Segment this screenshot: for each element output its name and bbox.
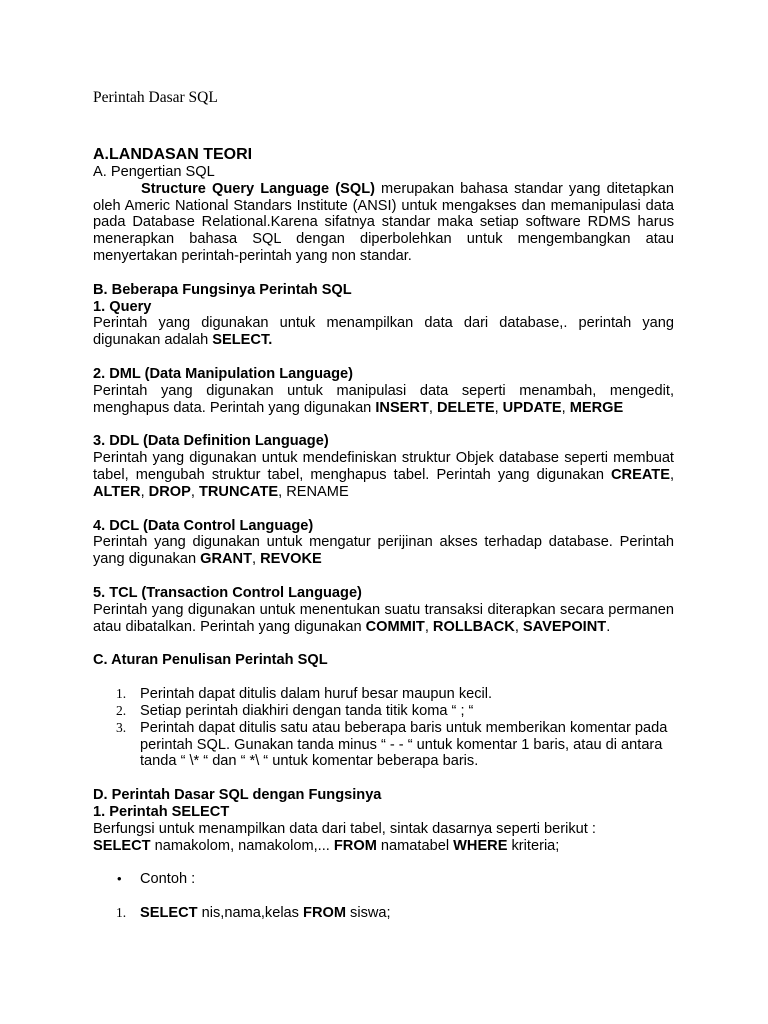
section-d-heading: D. Perintah Dasar SQL dengan Fungsinya: [93, 787, 382, 804]
select-syntax: [93, 838, 674, 855]
keyword-from: FROM: [303, 905, 346, 922]
example-label: Contoh :: [140, 871, 196, 888]
sql-keyword: ALTER: [93, 483, 141, 500]
description-text: ,: [252, 551, 261, 568]
keyword-from: FROM: [333, 837, 377, 854]
sql-keyword: CREATE: [611, 466, 670, 483]
rule-text: Perintah dapat ditulis dalam huruf besar maupun kecil.: [140, 686, 493, 703]
document-page: [93, 88, 674, 922]
description-text: Perintah yang digunakan untuk mendefiniskan struktur Objek database seperti membuat tabel, mengubah struktur tabel, menghapus tabel. Perintah yang digunakan: [93, 450, 674, 483]
sql-term: Structure Query Language (SQL): [141, 180, 375, 197]
sql-keyword: DELETE: [436, 399, 495, 416]
syntax-table: namatabel: [376, 837, 454, 854]
keyword-where: WHERE: [453, 837, 508, 854]
syntax-criteria: kriteria;: [507, 837, 560, 854]
description-text: Perintah yang digunakan untuk mengatur perijinan akses terhadap database. Perintah yang digunakan: [93, 534, 674, 568]
section-b-items: [93, 299, 674, 636]
keyword-select: SELECT: [93, 837, 151, 854]
sql-definition-text: merupakan bahasa standar yang ditetapkan oleh Americ National Standars Institute (ANSI) untuk mengakses dan memanipulasi data pada Database Relational.Karena sifatnya standar maka setiap software RDMS harus menerapkan bahasa SQL dengan diperbolehkan untuk mengembangkan atau menyertakan perintah-perintah yang non standar.: [93, 180, 674, 264]
sql-keyword: MERGE: [569, 399, 624, 416]
description-text: Perintah yang digunakan untuk menampilkan data dari database,. perintah yang digunakan adalah: [93, 315, 674, 349]
sql-keyword: REVOKE: [260, 551, 322, 568]
description-text: ,: [561, 399, 570, 416]
list-item: [93, 871, 674, 888]
section-d-subheading: 1. Perintah SELECT: [93, 803, 230, 820]
list-number: 3.: [116, 719, 127, 735]
sql-keyword: SELECT.: [212, 332, 273, 349]
sql-definition-paragraph: [93, 181, 674, 265]
description-text: ,: [190, 483, 199, 500]
description-text: .: [606, 618, 611, 635]
keyword-select: SELECT: [140, 905, 198, 922]
select-description: Berfungsi untuk menampilkan data dari tabel, sintak dasarnya seperti berikut :: [93, 820, 596, 837]
section-c-heading: C. Aturan Penulisan Perintah SQL: [93, 652, 328, 669]
list-item: [93, 905, 674, 922]
section-a-subheading: A. Pengertian SQL: [93, 164, 215, 180]
command-type-title: 3. DDL (Data Definition Language): [93, 433, 329, 450]
list-number: 2.: [116, 702, 127, 718]
sql-keyword: UPDATE: [502, 399, 562, 416]
section-b-heading: B. Beberapa Fungsinya Perintah SQL: [93, 281, 352, 298]
command-type-description: [93, 450, 674, 500]
sql-keyword: DROP: [148, 483, 191, 500]
sql-keyword: ROLLBACK: [432, 618, 515, 635]
list-number: 1.: [116, 905, 127, 921]
description-text: ,: [514, 618, 523, 635]
list-number: 1.: [116, 686, 127, 702]
command-type-title: 2. DML (Data Manipulation Language): [93, 365, 353, 382]
example-list: [93, 905, 674, 922]
sql-keyword: SAVEPOINT: [522, 618, 607, 635]
description-text: Perintah yang digunakan untuk manipulasi data seperti menambah, mengedit, menghapus data. Perintah yang digunakan: [93, 382, 674, 416]
description-text: , RENAME: [278, 483, 349, 500]
example-columns: nis,nama,kelas: [197, 905, 304, 922]
description-text: ,: [669, 466, 674, 483]
section-a-heading: A.LANDASAN TEORI: [93, 146, 253, 163]
rule-text: Setiap perintah diakhiri dengan tanda titik koma “ ; “: [140, 702, 474, 719]
description-text: ,: [494, 399, 503, 416]
command-type-description: [93, 383, 674, 417]
sql-keyword: INSERT: [375, 399, 429, 416]
command-type-description: [93, 602, 674, 636]
list-item: [93, 703, 674, 720]
syntax-columns: namakolom, namakolom,...: [150, 837, 334, 854]
sql-keyword: COMMIT: [365, 618, 425, 635]
command-type-description: [93, 534, 674, 568]
command-type-title: 1. Query: [93, 298, 152, 315]
example-table: siswa;: [346, 905, 391, 922]
command-type-description: [93, 315, 674, 349]
document-title: Perintah Dasar SQL: [93, 89, 218, 106]
description-text: Perintah yang digunakan untuk menentukan suatu transaksi diterapkan secara permanen atau dibatalkan. Perintah yang digunakan: [93, 601, 674, 635]
command-type-title: 5. TCL (Transaction Control Language): [93, 584, 362, 601]
command-type-title: 4. DCL (Data Control Language): [93, 517, 314, 534]
list-item: [93, 720, 674, 770]
sql-keyword: TRUNCATE: [198, 483, 279, 500]
description-text: ,: [424, 618, 433, 635]
description-text: ,: [140, 483, 149, 500]
description-text: ,: [428, 399, 437, 416]
rules-list: [93, 686, 674, 770]
example-bullet-list: [93, 871, 674, 888]
rule-text: Perintah dapat ditulis satu atau beberapa baris untuk memberikan komentar pada perintah SQL. Gunakan tanda minus “ - - “ untuk komentar 1 baris, atau di antara tanda “ \* “ dan “ *\ “ untuk komentar beberapa baris.: [140, 719, 668, 770]
bullet-icon: •: [117, 871, 122, 887]
sql-keyword: GRANT: [200, 551, 252, 568]
list-item: [93, 686, 674, 703]
